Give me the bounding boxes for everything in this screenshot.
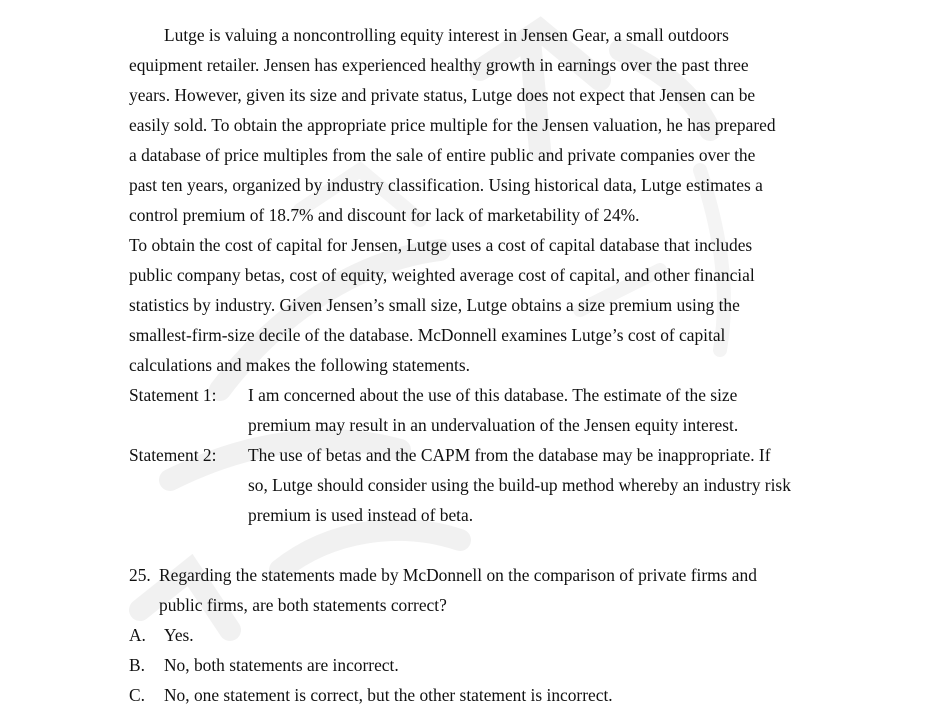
- option-a-text: Yes.: [164, 625, 194, 645]
- paragraph2-line-2: public company betas, cost of equity, weighted average cost of capital, and other financial: [129, 265, 755, 285]
- option-c-letter: C.: [129, 685, 145, 705]
- paragraph1-line-2: equipment retailer. Jensen has experienced healthy growth in earnings over the past three: [129, 55, 749, 75]
- paragraph1-line-3: years. However, given its size and private status, Lutge does not expect that Jensen can be: [129, 85, 756, 105]
- question-line-1: Regarding the statements made by McDonnell on the comparison of private firms and: [159, 565, 757, 585]
- paragraph1-line-5: a database of price multiples from the sale of entire public and private companies over the: [129, 145, 756, 165]
- option-c-text: No, one statement is correct, but the other statement is incorrect.: [164, 685, 613, 705]
- option-a-letter: A.: [129, 625, 146, 645]
- paragraph1-line-4: easily sold. To obtain the appropriate price multiple for the Jensen valuation, he has prepared: [129, 115, 776, 135]
- question-number: 25.: [129, 565, 151, 585]
- statement-1-line-2: premium may result in an undervaluation of the Jensen equity interest.: [248, 415, 739, 435]
- paragraph1-line-6: past ten years, organized by industry classification. Using historical data, Lutge estimates a: [129, 175, 763, 195]
- paragraph2-line-3: statistics by industry. Given Jensen’s small size, Lutge obtains a size premium using the: [129, 295, 740, 315]
- paragraph2-line-1: To obtain the cost of capital for Jensen, Lutge uses a cost of capital database that includes: [129, 235, 753, 255]
- option-b-letter: B.: [129, 655, 145, 675]
- statement-2-label: Statement 2:: [129, 445, 217, 465]
- option-b-text: No, both statements are incorrect.: [164, 655, 399, 675]
- paragraph2-line-5: calculations and makes the following statements.: [129, 355, 470, 375]
- statement-1-line-1: I am concerned about the use of this database. The estimate of the size: [248, 385, 738, 405]
- paragraph2-line-4: smallest-firm-size decile of the database. McDonnell examines Lutge’s cost of capital: [129, 325, 726, 345]
- statement-2-line-2: so, Lutge should consider using the build-up method whereby an industry risk: [248, 475, 791, 495]
- paragraph1-line-1: Lutge is valuing a noncontrolling equity interest in Jensen Gear, a small outdoors: [164, 25, 729, 45]
- question-line-2: public firms, are both statements correct?: [159, 595, 447, 615]
- paragraph1-line-7: control premium of 18.7% and discount for lack of marketability of 24%.: [129, 205, 640, 225]
- statement-2-line-1: The use of betas and the CAPM from the database may be inappropriate. If: [248, 445, 771, 465]
- statement-1-label: Statement 1:: [129, 385, 217, 405]
- statement-2-line-3: premium is used instead of beta.: [248, 505, 474, 525]
